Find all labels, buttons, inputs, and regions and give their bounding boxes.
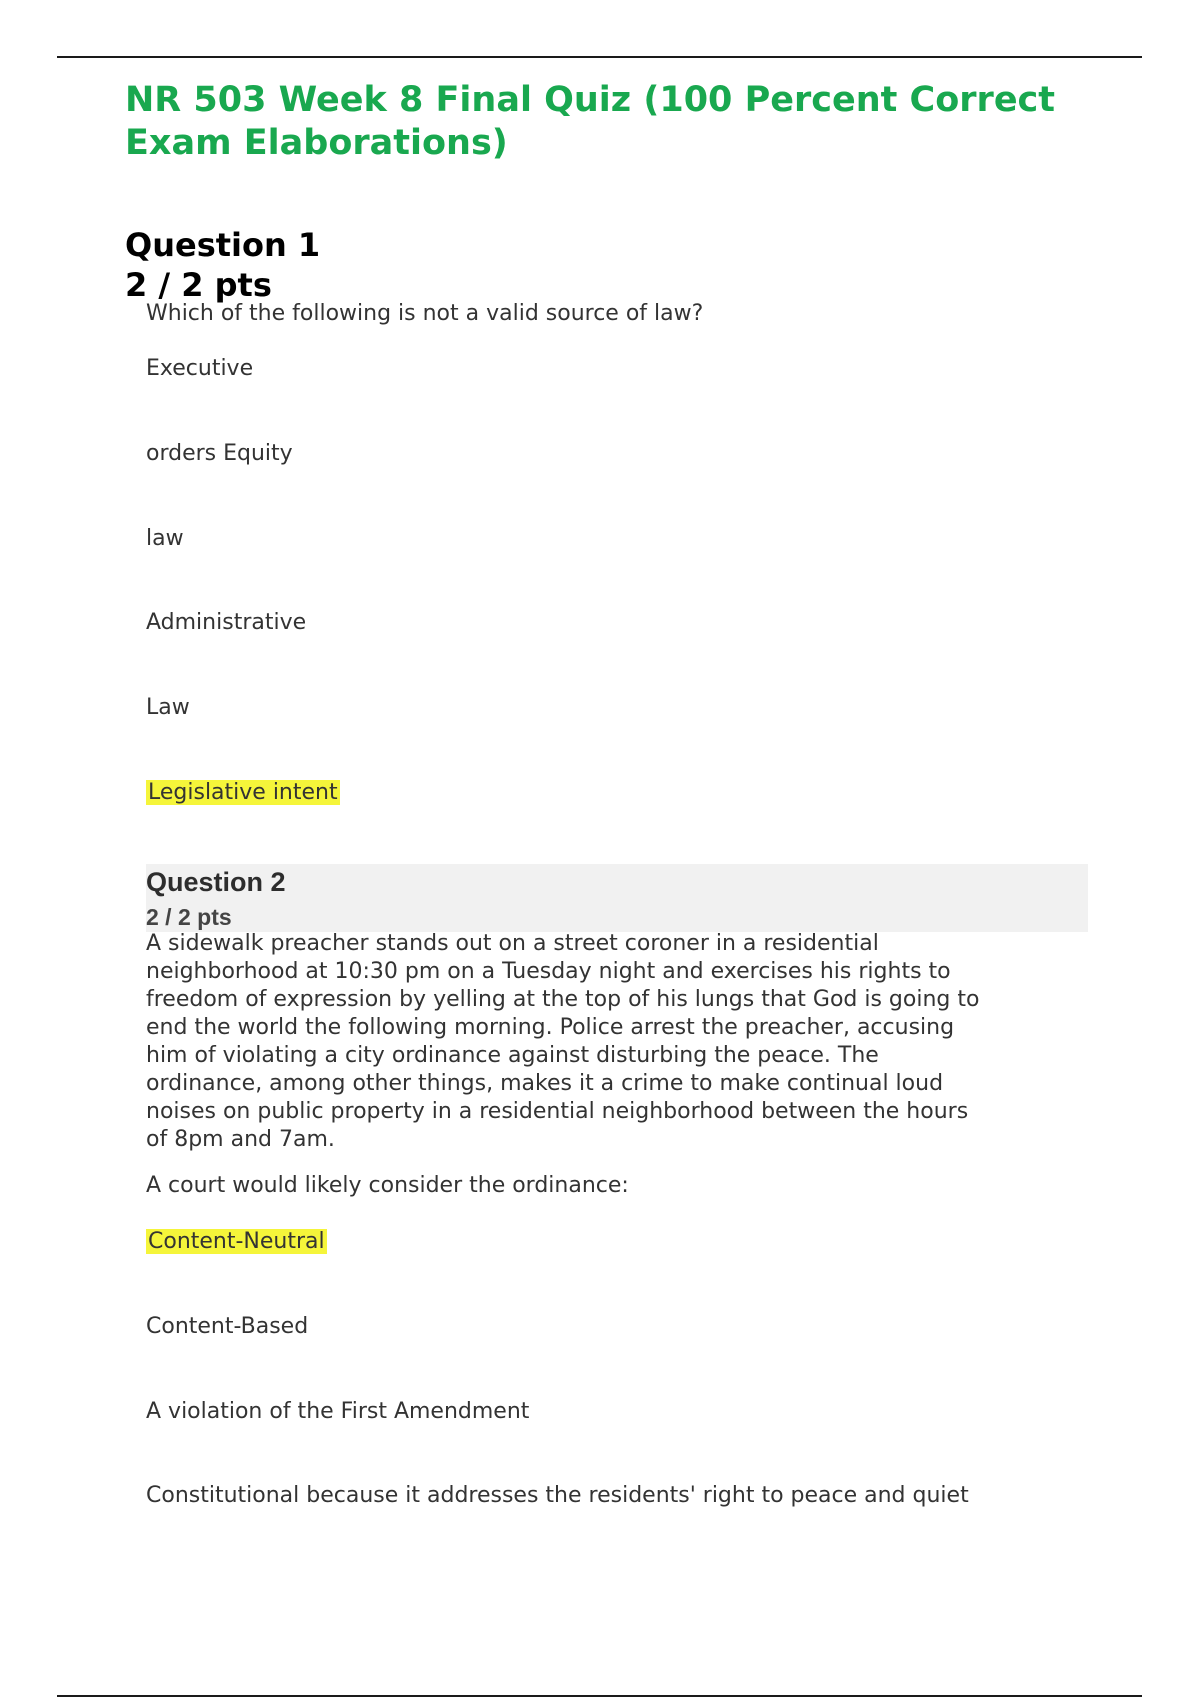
question-1-correct-answer (146, 779, 340, 807)
question-1-answer-line: law (146, 526, 184, 551)
question-2-answer-line: A violation of the First Amendment (146, 1399, 530, 1424)
highlighted-answer: Legislative intent (148, 780, 338, 805)
document-title: NR 503 Week 8 Final Quiz (100 Percent Correct Exam Elaborations) (125, 80, 1056, 163)
question-1-points: 2 / 2 pts (125, 266, 272, 304)
scenario-line: ordinance, among other things, makes it a crime to make continual loud (146, 1071, 944, 1096)
scenario-line: noises on public property in a residential neighborhood between the hours (146, 1099, 969, 1124)
question-2-prompt: A court would likely consider the ordinance: (146, 1173, 629, 1198)
question-2-scenario (146, 930, 1096, 1154)
question-2-heading-bar (146, 864, 1088, 932)
scenario-line: of 8pm and 7am. (146, 1127, 335, 1152)
question-1-answer-line: Executive (146, 356, 254, 381)
highlighted-answer: Content-Neutral (148, 1229, 325, 1254)
question-1-answer-line: orders Equity (146, 441, 293, 466)
question-2-answer-line: Constitutional because it addresses the residents' right to peace and quiet (146, 1483, 969, 1508)
question-1-answer-line: Law (146, 695, 190, 720)
question-1-answer-line: Administrative (146, 610, 307, 635)
question-2-points: 2 / 2 pts (146, 904, 232, 930)
bottom-rule (57, 1695, 1142, 1697)
question-1-prompt: Which of the following is not a valid source of law? (146, 301, 704, 326)
scenario-line: neighborhood at 10:30 pm on a Tuesday night and exercises his rights to (146, 959, 951, 984)
scenario-line: freedom of expression by yelling at the top of his lungs that God is going to (146, 987, 980, 1012)
question-1-heading: Question 1 (125, 226, 321, 264)
top-rule (57, 56, 1142, 58)
scenario-line: him of violating a city ordinance against disturbing the peace. The (146, 1043, 879, 1068)
question-2-correct-answer (146, 1228, 327, 1256)
scenario-line: A sidewalk preacher stands out on a street coroner in a residential (146, 931, 879, 956)
question-2-answer-line: Content-Based (146, 1314, 309, 1339)
question-2-heading: Question 2 (146, 867, 286, 897)
scenario-line: end the world the following morning. Police arrest the preacher, accusing (146, 1015, 955, 1040)
